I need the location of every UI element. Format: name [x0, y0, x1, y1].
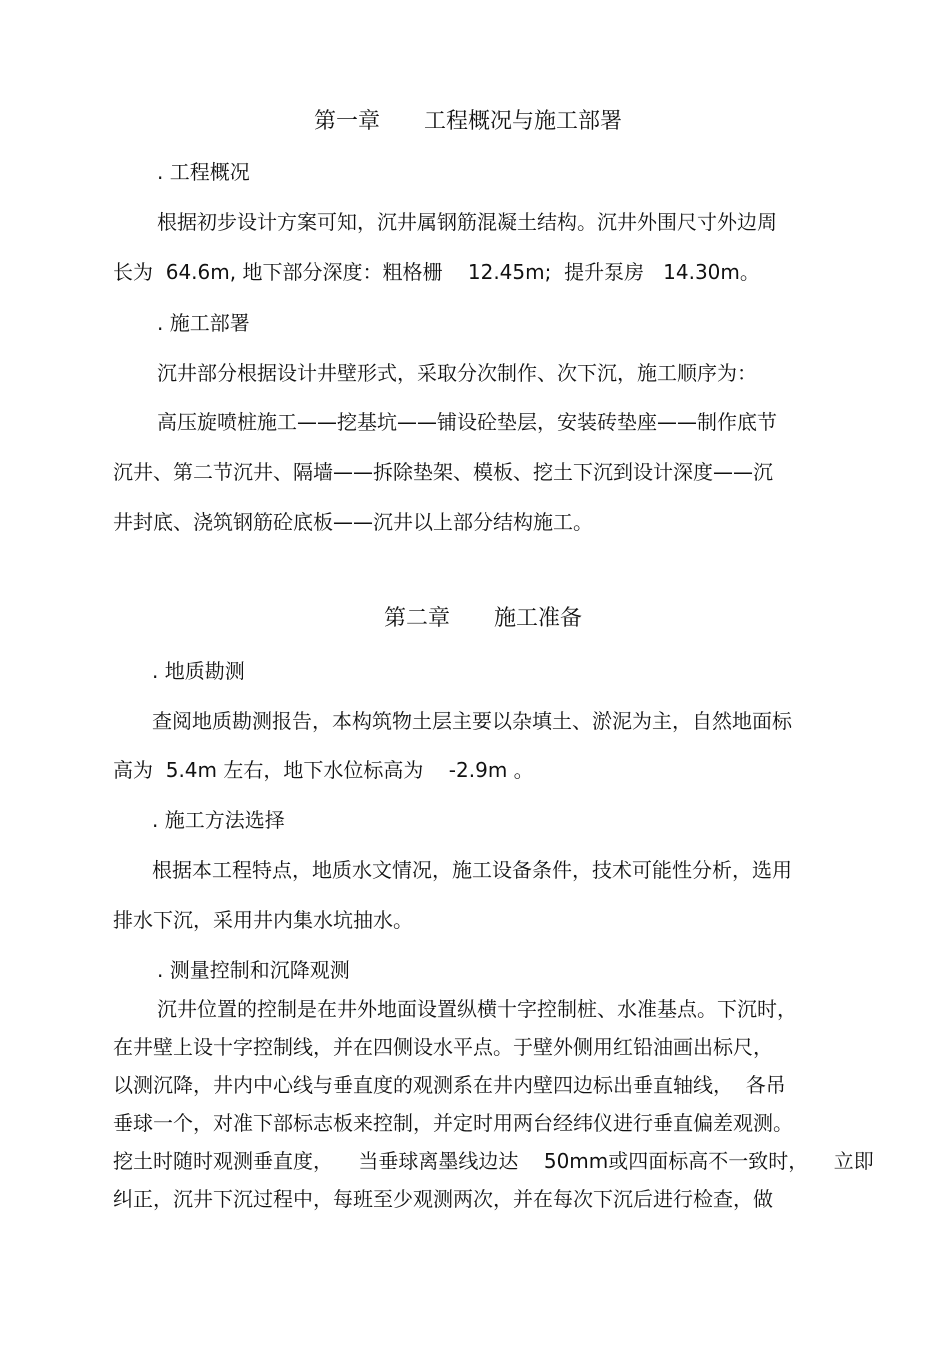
section-heading-method-selection: . 施工方法选择: [152, 808, 285, 832]
paragraph-line: 查阅地质勘测报告，本构筑物土层主要以杂填土、淤泥为主，自然地面标: [152, 709, 792, 733]
paragraph-line: 沉井部分根据设计井壁形式，采取分次制作、次下沉，施工顺序为：: [157, 361, 757, 385]
paragraph-line: 纠正，沉井下沉过程中，每班至少观测两次，并在每次下沉后进行检查，做: [113, 1187, 773, 1211]
paragraph-line: 沉井、第二节沉井、隔墙——拆除垫架、模板、挖土下沉到设计深度——沉: [113, 460, 773, 484]
paragraph-line: 高为 5.4m 左右，地下水位标高为 -2.9m 。: [113, 758, 534, 782]
paragraph-line: 根据初步设计方案可知，沉井属钢筋混凝土结构。沉井外围尺寸外边周: [157, 210, 777, 234]
chapter-2-title: 第二章 施工准备: [384, 606, 583, 631]
chapter-1-title: 第一章 工程概况与施工部署: [314, 109, 623, 134]
section-heading-construction-deployment: . 施工部署: [157, 311, 250, 335]
paragraph-line: 高压旋喷桩施工——挖基坑——铺设砼垫层，安装砖垫座——制作底节: [157, 410, 777, 434]
paragraph-line: 在井壁上设十字控制线，并在四侧设水平点。于壁外侧用红铅油画出标尺，: [113, 1035, 773, 1059]
paragraph-line: 以测沉降，井内中心线与垂直度的观测系在井内壁四边标出垂直轴线， 各吊: [113, 1073, 786, 1097]
section-heading-survey-control: . 测量控制和沉降观测: [157, 958, 350, 982]
paragraph-line: 长为 64.6m, 地下部分深度：粗格栅 12.45m; 提升泵房 14.30m。: [113, 260, 760, 284]
paragraph-line: 沉井位置的控制是在井外地面设置纵横十字控制桩、水准基点。下沉时，: [157, 997, 797, 1021]
paragraph-line: 根据本工程特点，地质水文情况，施工设备条件，技术可能性分析，选用: [152, 858, 792, 882]
paragraph-line: 井封底、浇筑钢筋砼底板——沉井以上部分结构施工。: [113, 510, 593, 534]
paragraph-line: 排水下沉，采用井内集水坑抽水。: [113, 908, 413, 932]
paragraph-line: 垂球一个，对准下部标志板来控制，并定时用两台经纬仪进行垂直偏差观测。: [113, 1111, 793, 1135]
section-heading-geological-survey: . 地质勘测: [152, 659, 245, 683]
paragraph-line: 挖土时随时观测垂直度， 当垂球离墨线边达 50mm或四面标高不一致时， 立即: [113, 1149, 874, 1173]
section-heading-project-overview: . 工程概况: [157, 160, 250, 184]
